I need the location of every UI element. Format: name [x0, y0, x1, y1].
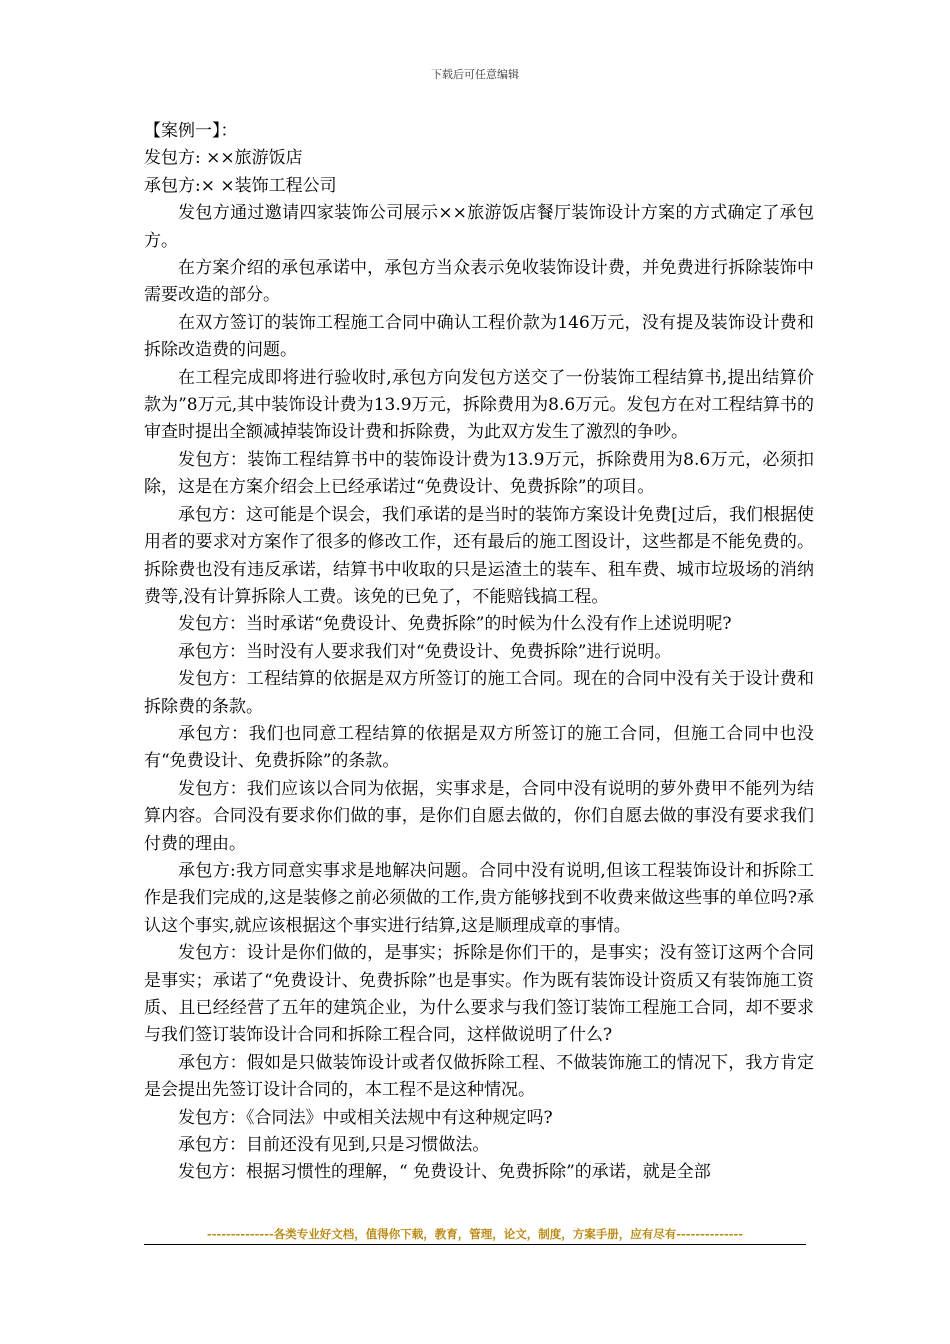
paragraph: 承包方：这可能是个误会，我们承诺的是当时的装饰方案设计免费[过后，我们根据使用者的要求对方案作了很多的修改工作，还有最后的施工图设计，这些都是不能免费的。拆除费也没有违反承诺，结算书中收取的只是运渣土的装车、租车费、城市垃圾场的消纳费等,没有计算拆除人工费。该免的已免了，不能赔钱搞工程。	[144, 504, 814, 607]
employer-line: 发包方: ××旅游饭店	[144, 148, 303, 169]
paragraph: 发包方：工程结算的依据是双方所签订的施工合同。现在的合同中没有关于设计费和拆除费的条款。	[144, 669, 814, 717]
case-heading: 【案例一】：	[144, 121, 238, 141]
paragraph: 发包方：根据习惯性的理解，“ 免费设计、免费拆除”的承诺，就是全部	[178, 1162, 711, 1183]
document-body	[144, 118, 814, 1187]
footer-banner: --------------各类专业好文档，值得你下载，教育，管理，论文，制度，方案手册，应有尽有--------------	[206, 1227, 744, 1241]
contractor-line: 承包方:× ×装饰工程公司	[144, 175, 337, 196]
paragraph: 承包方：我们也同意工程结算的依据是双方所签订的施工合同，但施工合同中也没有“免费设计、免费拆除”的条款。	[144, 723, 814, 772]
paragraph: 发包方：《合同法》中或相关法规中有这种规定吗?	[178, 1107, 553, 1128]
paragraph: 发包方：当时承诺“免费设计、免费拆除”的时候为什么没有作上述说明呢?	[178, 614, 732, 635]
footer-divider	[144, 1244, 806, 1245]
paragraph: 在双方签订的装饰工程施工合同中确认工程价款为146万元，没有提及装饰设计费和拆除改造费的问题。	[144, 312, 814, 361]
paragraph: 承包方：当时没有人要求我们对“免费设计、免费拆除”进行说明。	[178, 641, 672, 662]
paragraph: 发包方：设计是你们做的，是事实；拆除是你们干的，是事实；没有签订这两个合同是事实；承诺了“免费设计、免费拆除”也是事实。作为既有装饰设计资质又有装饰施工资质、且已经经营了五年的建筑企业，为什么要求与我们签订装饰工程施工合同，却不要求与我们签订装饰设计合同和拆除工程合同，这样做说明了什么?	[144, 943, 814, 1046]
paragraph: 承包方：假如是只做装饰设计或者仅做拆除工程、不做装饰施工的情况下，我方肯定是会提出先签订设计合同的，本工程不是这种情况。	[144, 1052, 814, 1101]
paragraph: 发包方：我们应该以合同为依据，实事求是，合同中没有说明的萝外费甲不能列为结算内容。合同没有要求你们做的事，是你们自愿去做的，你们自愿去做的事没有要求我们付费的理由。	[144, 778, 814, 854]
header-note: 下载后可任意编辑	[431, 68, 519, 81]
paragraph: 发包方通过邀请四家装饰公司展示××旅游饭店餐厅装饰设计方案的方式确定了承包方。	[144, 203, 814, 251]
paragraph: 承包方：目前还没有见到,只是习惯做法。	[178, 1135, 490, 1156]
paragraph: 在工程完成即将进行验收时,承包方向发包方送交了一份装饰工程结算书,提出结算价款为”8万元,其中装饰设计费为13.9万元，拆除费用为8.6万元。发包方在对工程结算书的审查时提出全额减掉装饰设计费和拆除费，为此双方发生了激烈的争吵。	[144, 367, 814, 443]
paragraph: 承包方:我方同意实事求是地解决问题。合同中没有说明,但该工程装饰设计和拆除工作是我们完成的,这是装修之前必须做的工作,贵方能够找到不收费来做这些事的单位吗?承认这个事实,就应该根据这个事实进行结算,这是顺理成章的事情。	[144, 860, 814, 936]
paragraph: 发包方：装饰工程结算书中的装饰设计费为13.9万元，拆除费用为8.6万元，必须扣除，这是在方案介绍会上已经承诺过“免费设计、免费拆除”的项目。	[144, 449, 814, 498]
paragraph: 在方案介绍的承包承诺中，承包方当众表示免收装饰设计费，并免费进行拆除装饰中需要改造的部分。	[144, 258, 814, 306]
